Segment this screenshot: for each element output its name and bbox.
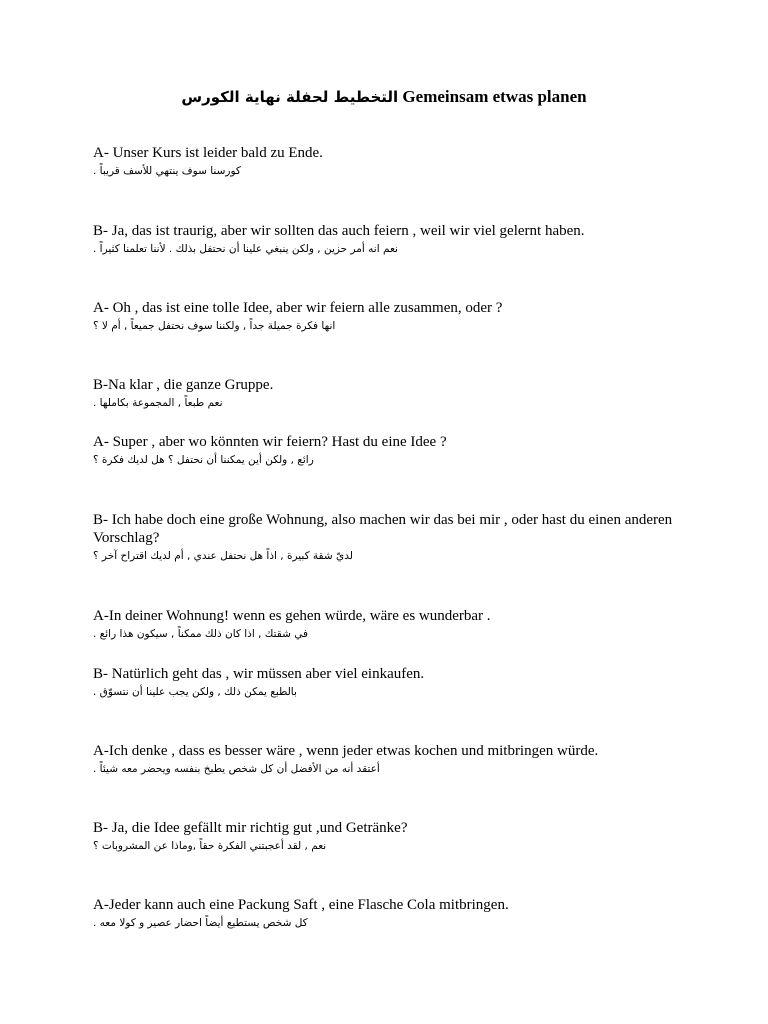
german-line: A- Oh , das ist eine tolle Idee, aber wir feiern alle zusammen, oder ? (93, 300, 503, 316)
arabic-translation: في شقتك , اذا كان ذلك ممكناً , سيكون هذا رائع . (93, 628, 308, 640)
german-line: A- Unser Kurs ist leider bald zu Ende. (93, 145, 323, 161)
arabic-translation: نعم طبعاً , المجموعة بكاملها . (93, 397, 223, 409)
arabic-translation: نعم , لقد أعجبتني الفكرة حقاً ,وماذا عن المشروبات ؟ (93, 840, 327, 852)
title-german: Gemeinsam etwas planen (402, 87, 587, 106)
dialogue-line-2 (93, 222, 693, 258)
german-line: A-Ich denke , dass es besser wäre , wenn jeder etwas kochen und mitbringen würde. (93, 743, 599, 759)
dialogue-line-5 (93, 433, 693, 469)
arabic-translation: كورسنا سوف ينتهي للأسف قريباً . (93, 165, 241, 177)
dialogue-line-7 (93, 607, 693, 643)
arabic-translation: انها فكرة جميلة جداً , ولكننا سوف نحتفل جميعاً , أم لا ؟ (93, 320, 336, 332)
arabic-translation: رائع , ولكن أين يمكننا أن نحتفل ؟ هل لديك فكرة ؟ (93, 454, 314, 466)
arabic-translation: أعتقد أنه من الأفضل أن كل شخص يطبخ بنفسه ويحضر معه شيئاً . (93, 763, 380, 775)
dialogue-line-11 (93, 896, 693, 932)
dialogue-line-3 (93, 299, 693, 335)
german-line: B- Ich habe doch eine große Wohnung, also machen wir das bei mir , oder hast du einen anderen Vorschlag? (93, 512, 673, 546)
arabic-translation: لديّ شقة كبيرة , اذاً هل نحتفل عندي , أم لديك اقتراح آخر ؟ (93, 550, 353, 562)
dialogue-line-8 (93, 665, 693, 701)
arabic-translation: بالطبع يمكن ذلك , ولكن يجب علينا أن نتسوّق . (93, 686, 297, 698)
german-line: A- Super , aber wo könnten wir feiern? Hast du eine Idee ? (93, 434, 447, 450)
arabic-translation: كل شخص يستطيع أيضاً احضار عصير و كولا معه . (93, 917, 308, 929)
dialogue-line-1 (93, 144, 693, 180)
dialogue-line-4 (93, 376, 693, 412)
german-line: A-Jeder kann auch eine Packung Saft , eine Flasche Cola mitbringen. (93, 897, 509, 913)
title-arabic: التخطيط لحفلة نهاية الكورس (181, 88, 399, 106)
arabic-translation: نعم انه أمر حزين , ولكن ينبغي علينا أن نحتفل بذلك . لأننا تعلمنا كثيراً . (93, 243, 398, 255)
page-title (0, 85, 768, 109)
german-line: A-In deiner Wohnung! wenn es gehen würde, wäre es wunderbar . (93, 608, 491, 624)
german-line: B-Na klar , die ganze Gruppe. (93, 377, 274, 393)
dialogue-line-9 (93, 742, 693, 778)
german-line: B- Ja, die Idee gefällt mir richtig gut ,und Getränke? (93, 820, 408, 836)
german-line: B- Ja, das ist traurig, aber wir sollten das auch feiern , weil wir viel gelernt haben. (93, 223, 585, 239)
dialogue-line-6 (93, 511, 693, 565)
german-line: B- Natürlich geht das , wir müssen aber viel einkaufen. (93, 666, 425, 682)
dialogue-line-10 (93, 819, 693, 855)
